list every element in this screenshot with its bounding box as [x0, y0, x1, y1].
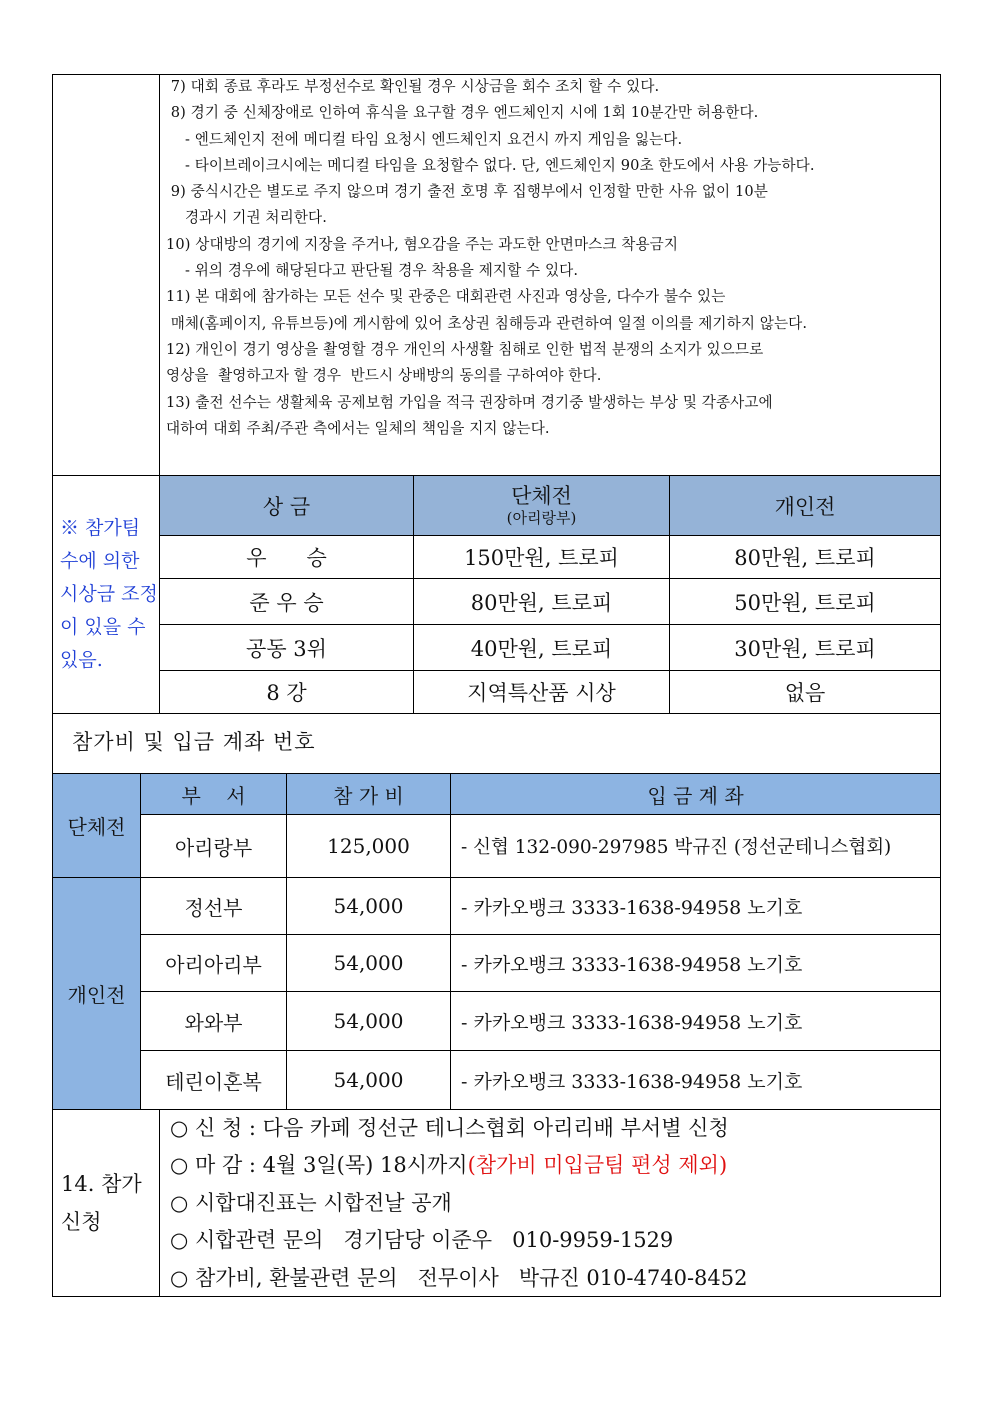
fee-account: - 카카오뱅크 3333-1638-94958 노기호	[461, 1070, 803, 1093]
prize-header-indiv	[670, 476, 940, 535]
fees-header-fee-label: 참 가 비	[333, 783, 404, 808]
rule-line: 9) 중식시간은 별도로 주지 않으며 경기 출전 호명 후 집행부에서 인정할 만한 사유 없이 10분	[166, 183, 768, 201]
fees-section-title: 참가비 및 입금 계좌 번호	[72, 730, 316, 754]
fees-indiv-group-text: 개인전	[67, 983, 126, 1007]
rule-line: 매체(홈페이지, 유튜브등)에 게시함에 있어 초상권 침해등과 관련하여 일절 이의를 제기하지 않는다.	[166, 314, 808, 332]
prize-header-team-label: 단체전	[511, 484, 572, 508]
prize-header-amount-label: 상 금	[262, 494, 311, 519]
apply-line: ○ 시합대진표는 시합전날 공개	[170, 1190, 452, 1215]
prize-rank: 공동 3위	[246, 636, 327, 661]
apply-line: ○ 시합관련 문의 경기담당 이준우 010-9959-1529	[170, 1228, 674, 1253]
fee-account: - 카카오뱅크 3333-1638-94958 노기호	[461, 953, 803, 976]
prize-team-amount: 지역특산품 시상	[467, 681, 616, 705]
prize-team-amount: 40만원, 트로피	[470, 636, 613, 661]
fees-team-group-text: 단체전	[67, 815, 126, 839]
rule-line: 대하여 대회 주최/주관 측에서는 일체의 책임을 지지 않는다.	[166, 419, 550, 437]
prize-header-amount	[160, 476, 413, 535]
apply-label-line1: 14. 참가	[61, 1172, 142, 1196]
rule-line: - 타이브레이크시에는 메디컬 타임을 요청할수 없다. 단, 엔드체인지 90초 한도에서 사용 가능하다.	[166, 156, 815, 174]
fee-account: - 신협 132-090-297985 박규진 (정선군테니스협회)	[461, 837, 892, 858]
fees-header-dept	[141, 774, 286, 814]
rule-line: 12) 개인이 경기 영상을 촬영할 경우 개인의 사생활 침해로 인한 법적 분쟁의 소지가 있으므로	[166, 340, 764, 358]
rule-line: 7) 대회 종료 후라도 부정선수로 확인될 경우 시상금을 회수 조치 할 수 있다.	[166, 78, 660, 95]
fees-header-account	[451, 774, 940, 814]
fees-title-top-border	[52, 713, 941, 714]
rules-left-divider	[159, 74, 160, 475]
prize-rank: 준 우 승	[249, 590, 324, 615]
apply-deadline-text: ○ 마 감 : 4월 3일(목) 18시까지	[170, 1153, 468, 1178]
apply-line: ○ 신 청 : 다음 카페 정선군 테니스협회 아리리배 부서별 신청	[170, 1116, 729, 1140]
fee-amount: 54,000	[333, 951, 404, 975]
apply-info-list	[170, 1110, 748, 1297]
prize-rank: 우 승	[246, 546, 327, 570]
prize-indiv-amount: 80만원, 트로피	[734, 546, 876, 570]
prize-rank: 8 강	[266, 681, 307, 705]
prize-header-indiv-label: 개인전	[774, 494, 836, 519]
rule-line: 10) 상대방의 경기에 지장을 주거나, 혐오감을 주는 과도한 안면마스크 착용금지	[166, 235, 679, 253]
prize-indiv-amount: 없음	[784, 681, 826, 705]
rule-line: - 위의 경우에 해당된다고 판단될 경우 착용을 제지할 수 있다.	[166, 262, 579, 280]
fee-dept: 와와부	[184, 1010, 243, 1035]
prize-team-amount: 150만원, 트로피	[464, 546, 619, 570]
fee-dept: 정선부	[184, 895, 243, 920]
apply-left-divider	[159, 1109, 160, 1297]
prize-adjust-note: ※ 참가팀 수에 의한 시상금 조정이 있을 수 있음.	[60, 517, 158, 671]
prize-indiv-amount: 30만원, 트로피	[734, 636, 876, 661]
fee-amount: 54,000	[333, 1068, 404, 1092]
fee-amount: 125,000	[327, 834, 410, 858]
rules-list	[166, 74, 936, 442]
fee-dept: 테린이혼복	[165, 1069, 262, 1094]
fee-dept: 아리랑부	[174, 835, 253, 860]
fees-header-fee	[287, 774, 450, 814]
fees-team-group-label	[53, 774, 140, 877]
apply-line-deadline	[170, 1147, 748, 1184]
apply-label	[53, 1110, 159, 1296]
prize-header-team-sub: (아리랑부)	[506, 509, 577, 528]
apply-label-line2: 신청	[61, 1210, 102, 1234]
fee-amount: 54,000	[333, 894, 404, 918]
fee-account: - 카카오뱅크 3333-1638-94958 노기호	[461, 896, 803, 919]
fee-amount: 54,000	[333, 1009, 404, 1033]
prize-team-amount: 80만원, 트로피	[470, 590, 613, 615]
fees-header-account-label: 입 금 계 좌	[647, 783, 744, 808]
prize-header-team	[414, 476, 669, 535]
rule-line: 경과시 기권 처리한다.	[166, 209, 327, 227]
fees-indiv-group-label	[53, 878, 140, 1109]
rule-line: 영상을 촬영하고자 할 경우 반드시 상배방의 동의를 구하여야 한다.	[166, 367, 602, 385]
rule-line: 8) 경기 중 신체장애로 인하여 휴식을 요구할 경우 엔드체인지 시에 1회 10분간만 허용한다.	[166, 104, 759, 122]
rule-line: - 엔드체인지 전에 메디컬 타임 요청시 엔드체인지 요건시 까지 게임을 잃는다.	[166, 130, 683, 148]
fees-header-dept-label: 부 서	[181, 783, 246, 808]
prize-indiv-amount: 50만원, 트로피	[734, 590, 876, 615]
rule-line: 13) 출전 선수는 생활체육 공제보험 가입을 적극 권장하며 경기중 발생하는 부상 및 각종사고에	[166, 393, 773, 411]
fee-dept: 아리아리부	[165, 952, 262, 977]
rule-line: 11) 본 대회에 참가하는 모든 선수 및 관중은 대회관련 사진과 영상을, 다수가 불수 있는	[166, 288, 726, 306]
fee-account: - 카카오뱅크 3333-1638-94958 노기호	[461, 1011, 803, 1034]
apply-line: ○ 참가비, 환불관련 문의 전무이사 박규진 010-4740-8452	[170, 1265, 748, 1290]
apply-deadline-note: (참가비 미입금팀 편성 제외)	[467, 1153, 728, 1178]
